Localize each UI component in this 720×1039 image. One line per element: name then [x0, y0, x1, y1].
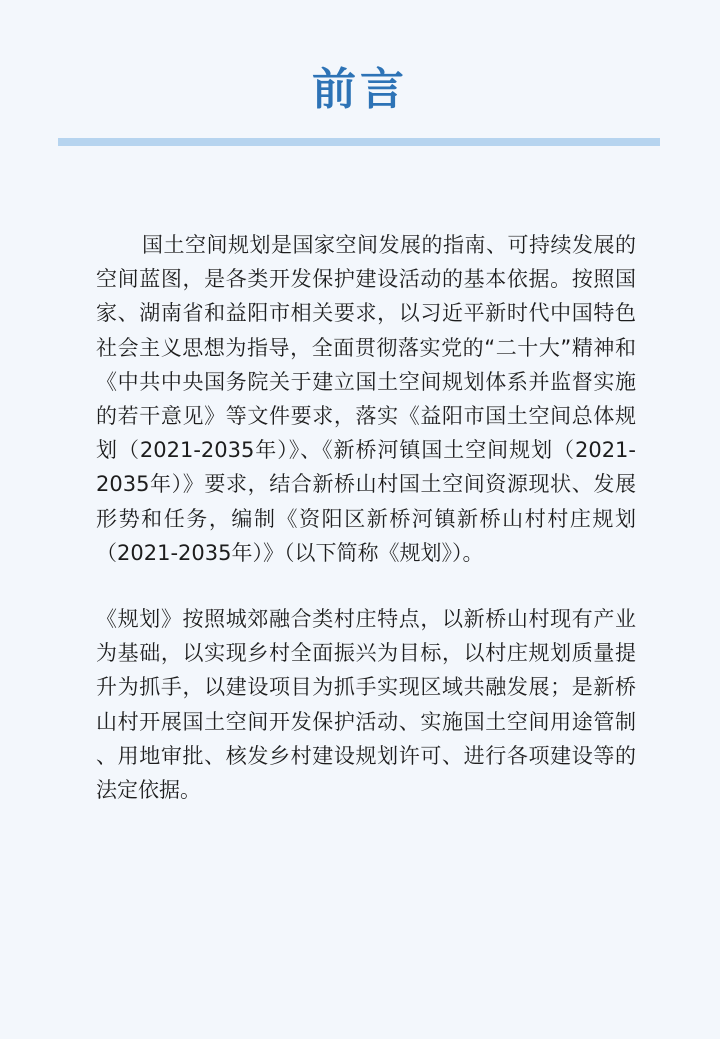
paragraph-1: 国土空间规划是国家空间发展的指南、可持续发展的空间蓝图，是各类开发保护建设活动的基本依据。按照国家、湖南省和益阳市相关要求，以习近平新时代中国特色社会主义思想为指导，全面贯彻落实党的“二十大”精神和《中共中央国务院关于建立国土空间规划体系并监督实施的若干意见》等文件要求，落实《益阳市国土空间总体规划（2021-2035年）》、《新桥河镇国土空间规划（2021-2035年）》要求，结合新桥山村国土空间资源现状、发展形势和任务，编制《资阳区新桥河镇新桥山村村庄规划（2021-2035年）》（以下简称《规划》）。 — [96, 233, 636, 565]
page-title: 前言 — [312, 64, 408, 115]
title-divider — [58, 138, 660, 146]
body-text — [96, 228, 636, 807]
paragraph-2: 《规划》按照城郊融合类村庄特点，以新桥山村现有产业为基础，以实现乡村全面振兴为目标，以村庄规划质量提升为抓手，以建设项目为抓手实现区域共融发展；是新桥山村开展国土空间开发保护活动、实施国土空间用途管制 、用地审批、核发乡村建设规划许可、进行各项建设等的法定依据。 — [96, 607, 636, 803]
